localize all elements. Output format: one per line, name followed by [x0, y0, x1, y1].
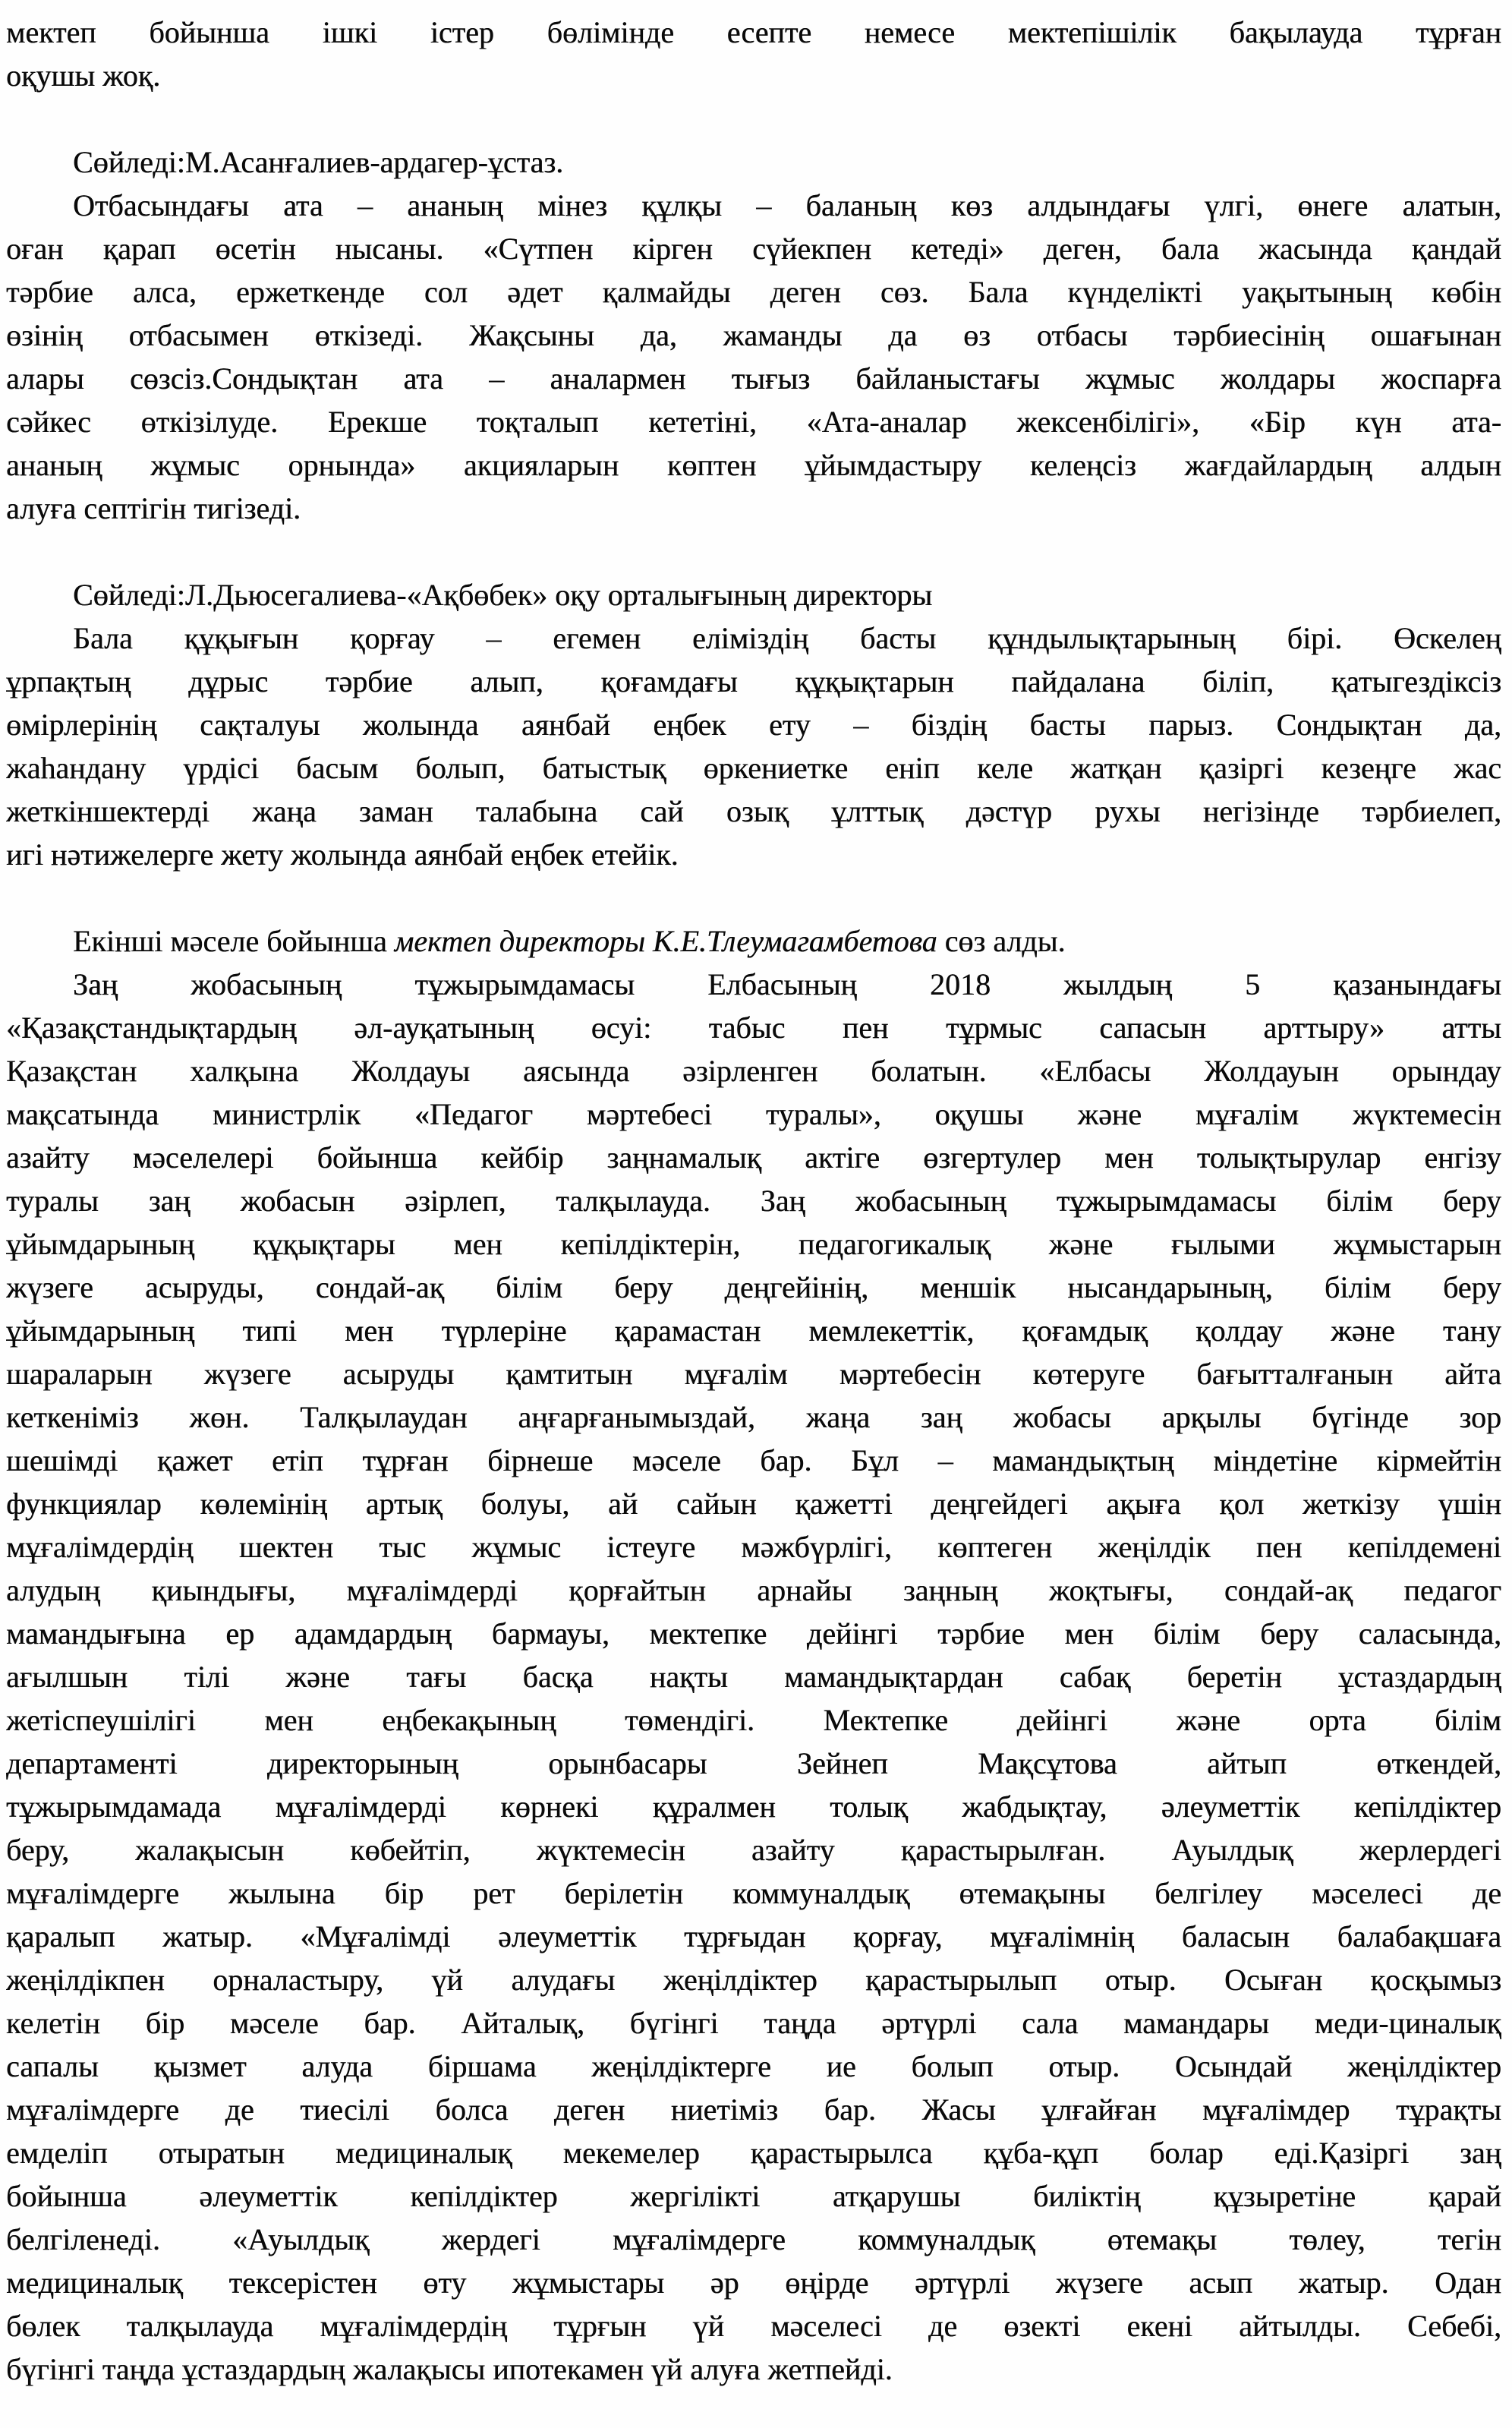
text-segment: жүзеге асыруды, сондай-ақ білім беру деңгейінің, меншік нысандарының, білім беру — [6, 1270, 1501, 1304]
tleumagambetova-speech — [6, 963, 1501, 2391]
text-line — [6, 1612, 1501, 1655]
text-segment: сапалы қызмет алуда біршама жеңілдіктерге ие болып отыр. Осындай жеңілдіктер — [6, 2049, 1501, 2083]
text-line — [6, 1915, 1501, 1958]
text-segment: оған қарап өсетін нысаны. «Сүтпен кірген сүйекпен кетеді» деген, бала жасында қандай — [6, 232, 1501, 266]
text-segment: жеңілдікпен орналастыру, үй алудағы жеңілдіктер қарастырылып отыр. Осыған қосқымыз — [6, 1963, 1501, 1997]
text-line — [6, 1049, 1501, 1093]
text-segment: сөз алды. — [937, 924, 1066, 958]
text-segment: мектеп бойынша ішкі істер бөлімінде есепте немесе мектепішілік бақылауда тұрған — [6, 15, 1501, 49]
text-segment: Заң жобасының тұжырымдамасы Елбасының 2018 жылдың 5 қазанындағы — [73, 967, 1501, 1001]
text-line — [6, 2131, 1501, 2174]
text-segment: өзінің отбасымен өткізеді. Жақсыны да, жаманды да өз отбасы тәрбиесінің ошағынан — [6, 318, 1501, 352]
text-line — [6, 919, 1501, 963]
text-line — [6, 703, 1501, 746]
text-segment: функциялар көлемінің артық болуы, ай сайын қажетті деңгейдегі ақыға қол жеткізу үшін — [6, 1487, 1501, 1521]
text-segment: Сөйледі:М.Асанғалиев-ардагер-ұстаз. — [73, 145, 564, 179]
speaker-name-italic: мектеп директоры К.Е.Тлеумагамбетова — [394, 924, 937, 958]
text-line — [6, 1352, 1501, 1395]
text-line — [6, 140, 1501, 184]
text-line — [6, 833, 1501, 876]
text-line — [6, 227, 1501, 270]
text-line — [6, 1742, 1501, 1785]
text-segment: шешімді қажет етіп тұрған бірнеше мәселе бар. Бұл – мамандықтың міндетіне кірмейтін — [6, 1443, 1501, 1477]
text-line — [6, 400, 1501, 443]
text-segment: оқушы жоқ. — [6, 58, 161, 93]
text-line — [6, 1266, 1501, 1309]
text-line — [6, 2218, 1501, 2261]
text-line — [6, 2174, 1501, 2218]
text-line — [6, 314, 1501, 357]
text-segment: ағылшын тілі және тағы басқа нақты мамандықтардан сабақ беретін ұстаздардың — [6, 1660, 1501, 1694]
text-line — [6, 1222, 1501, 1266]
text-line — [6, 790, 1501, 833]
text-segment: мұғалімдерге жылына бір рет берілетін коммуналдық өтемақыны белгілеу мәселесі де — [6, 1876, 1501, 1910]
dyusegalieva-speech — [6, 616, 1501, 876]
text-segment: ананың жұмыс орнында» акцияларын көптен ұйымдастыру келеңсіз жағдайлардың алдын — [6, 448, 1501, 482]
text-line — [6, 1093, 1501, 1136]
text-line — [6, 1482, 1501, 1525]
text-segment: ұрпақтың дұрыс тәрбие алып, қоғамдағы құқықтарын пайдалана біліп, қатыгездіксіз — [6, 664, 1501, 698]
text-line — [6, 1309, 1501, 1352]
text-line — [6, 746, 1501, 790]
text-segment: алудың қиындығы, мұғалімдерді қорғайтын арнайы заңның жоқтығы, сондай-ақ педагог — [6, 1573, 1501, 1607]
text-segment: сәйкес өткізілуде. Ерекше тоқталып кететіні, «Ата-аналар жексенбілігі», «Бір күн ата- — [6, 405, 1501, 439]
text-line — [6, 2088, 1501, 2131]
text-segment: өмірлерінің сақталуы жолында аянбай еңбек ету – біздің басты парыз. Сондықтан да, — [6, 708, 1501, 742]
text-segment: бүгінгі таңда ұстаздардың жалақысы ипотекамен үй алуға жетпейді. — [6, 2352, 893, 2386]
paragraph-continuation — [6, 11, 1501, 97]
text-line — [6, 1006, 1501, 1049]
text-segment: жеткіншектерді жаңа заман талабына сай озық ұлттық дәстүр рухы негізінде тәрбиелеп, — [6, 794, 1501, 828]
text-line — [6, 1569, 1501, 1612]
text-line — [6, 1655, 1501, 1698]
text-line — [6, 1785, 1501, 1828]
text-line — [6, 2261, 1501, 2304]
document-text — [6, 11, 1501, 2391]
speaker-line-asangaliev — [6, 140, 1501, 184]
text-line — [6, 1828, 1501, 1871]
text-segment: келетін бір мәселе бар. Айталық, бүгінгі таңда әртүрлі сала мамандары меди-циналық — [6, 2006, 1501, 2040]
text-line — [6, 616, 1501, 660]
text-segment: мамандығына ер адамдардың бармауы, мектепке дейінгі тәрбие мен білім беру саласында, — [6, 1616, 1501, 1651]
text-line — [6, 573, 1501, 616]
text-segment: тәрбие алса, ержеткенде сол әдет қалмайды деген сөз. Бала күнделікті уақытының көбін — [6, 275, 1501, 309]
text-line — [6, 2045, 1501, 2088]
text-segment: медициналық тексерістен өту жұмыстары әр өңірде әртүрлі жүзеге асып жатыр. Одан — [6, 2266, 1501, 2300]
text-line — [6, 1439, 1501, 1482]
text-line — [6, 2348, 1501, 2391]
text-line — [6, 270, 1501, 314]
text-line — [6, 1179, 1501, 1222]
text-segment: беру, жалақысын көбейтіп, жүктемесін азайту қарастырылған. Ауылдық жерлердегі — [6, 1833, 1501, 1867]
text-line — [6, 11, 1501, 54]
text-segment: мұғалімдерге де тиесілі болса деген ниетіміз бар. Жасы ұлғайған мұғалімдер тұрақты — [6, 2092, 1501, 2127]
text-segment: алуға септігін тигізеді. — [6, 491, 301, 525]
text-line — [6, 487, 1501, 530]
text-line — [6, 54, 1501, 97]
text-line — [6, 443, 1501, 487]
text-segment: департаменті директорының орынбасары Зейнеп Мақсұтова айтып өткендей, — [6, 1746, 1501, 1780]
text-line — [6, 2304, 1501, 2348]
text-segment: бойынша әлеуметтік кепілдіктер жергілікті атқарушы биліктің құзыретіне қарай — [6, 2179, 1501, 2213]
text-segment: қаралып жатыр. «Мұғалімді әлеуметтік тұрғыдан қорғау, мұғалімнің баласын балабақшаға — [6, 1919, 1501, 1953]
text-segment: Сөйледі:Л.Дьюсегалиева-«Ақбөбек» оқу орталығының директоры — [73, 578, 933, 612]
text-segment: азайту мәселелері бойынша кейбір заңнамалық актіге өзгертулер мен толықтырулар енгізу — [6, 1140, 1501, 1175]
text-line — [6, 1525, 1501, 1569]
text-segment: Бала құқығын қорғау – егемен еліміздің басты құндылықтарының бірі. Өскелең — [73, 621, 1501, 655]
text-line — [6, 1395, 1501, 1439]
text-line — [6, 660, 1501, 703]
text-line — [6, 1698, 1501, 1742]
text-segment: жетіспеушілігі мен еңбекақының төмендігі. Мектепке дейінгі және орта білім — [6, 1703, 1501, 1737]
text-segment: «Қазақстандықтардың әл-ауқатының өсуі: табыс пен тұрмыс сапасын арттыру» атты — [6, 1011, 1501, 1045]
text-segment: алары сөзсіз.Сондықтан ата – аналармен тығыз байланыстағы жұмыс жолдары жоспарға — [6, 361, 1501, 396]
text-line — [6, 1136, 1501, 1179]
text-segment: емделіп отыратын медициналық мекемелер қарастырылса құба-құп болар еді.Қазіргі заң — [6, 2136, 1501, 2170]
text-segment: игі нәтижелерге жету жолында аянбай еңбек етейік. — [6, 837, 679, 872]
text-line — [6, 184, 1501, 227]
text-segment: шараларын жүзеге асыруды қамтитын мұғалім мәртебесін көтеруге бағытталғанын айта — [6, 1357, 1501, 1391]
text-line — [6, 1871, 1501, 1915]
text-segment: ұйымдарының құқықтары мен кепілдіктерін, педагогикалық және ғылыми жұмыстарын — [6, 1227, 1501, 1261]
text-segment: кеткеніміз жөн. Талқылаудан аңғарғанымыздай, жаңа заң жобасы арқылы бүгінде зор — [6, 1400, 1501, 1434]
text-segment: туралы заң жобасын әзірлеп, талқылауда. Заң жобасының тұжырымдамасы білім беру — [6, 1184, 1501, 1218]
text-segment: Отбасындағы ата – ананың мінез құлқы – баланың көз алдындағы үлгі, өнеге алатын, — [73, 188, 1501, 222]
text-segment: Екінші мәселе бойынша — [73, 924, 395, 958]
text-line — [6, 1958, 1501, 2001]
text-segment: ұйымдарының типі мен түрлеріне қарамастан мемлекеттік, қоғамдық қолдау және тану — [6, 1313, 1501, 1348]
text-line — [6, 963, 1501, 1006]
text-line — [6, 2001, 1501, 2045]
text-segment: мақсатында министрлік «Педагог мәртебесі туралы», оқушы және мұғалім жүктемесін — [6, 1097, 1501, 1131]
second-question-intro — [6, 919, 1501, 963]
text-segment: жаһандану үрдісі басым болып, батыстық өркениетке еніп келе жатқан қазіргі кезеңге жас — [6, 751, 1501, 785]
text-segment: мұғалімдердің шектен тыс жұмыс істеуге мәжбүрлігі, көптеген жеңілдік пен кепілдемені — [6, 1530, 1501, 1564]
text-line — [6, 357, 1501, 400]
text-segment: белгіленеді. «Ауылдық жердегі мұғалімдерге коммуналдық өтемақы төлеу, тегін — [6, 2222, 1501, 2256]
text-segment: Қазақстан халқына Жолдауы аясында әзірленген болатын. «Елбасы Жолдауын орындау — [6, 1054, 1501, 1088]
speaker-line-dyusegalieva — [6, 573, 1501, 616]
text-segment: тұжырымдамада мұғалімдерді көрнекі құралмен толық жабдықтау, әлеуметтік кепілдіктер — [6, 1789, 1501, 1824]
text-segment: бөлек талқылауда мұғалімдердің тұрғын үй мәселесі де өзекті екені айтылды. Себебі, — [6, 2309, 1501, 2343]
asangaliev-speech — [6, 184, 1501, 530]
